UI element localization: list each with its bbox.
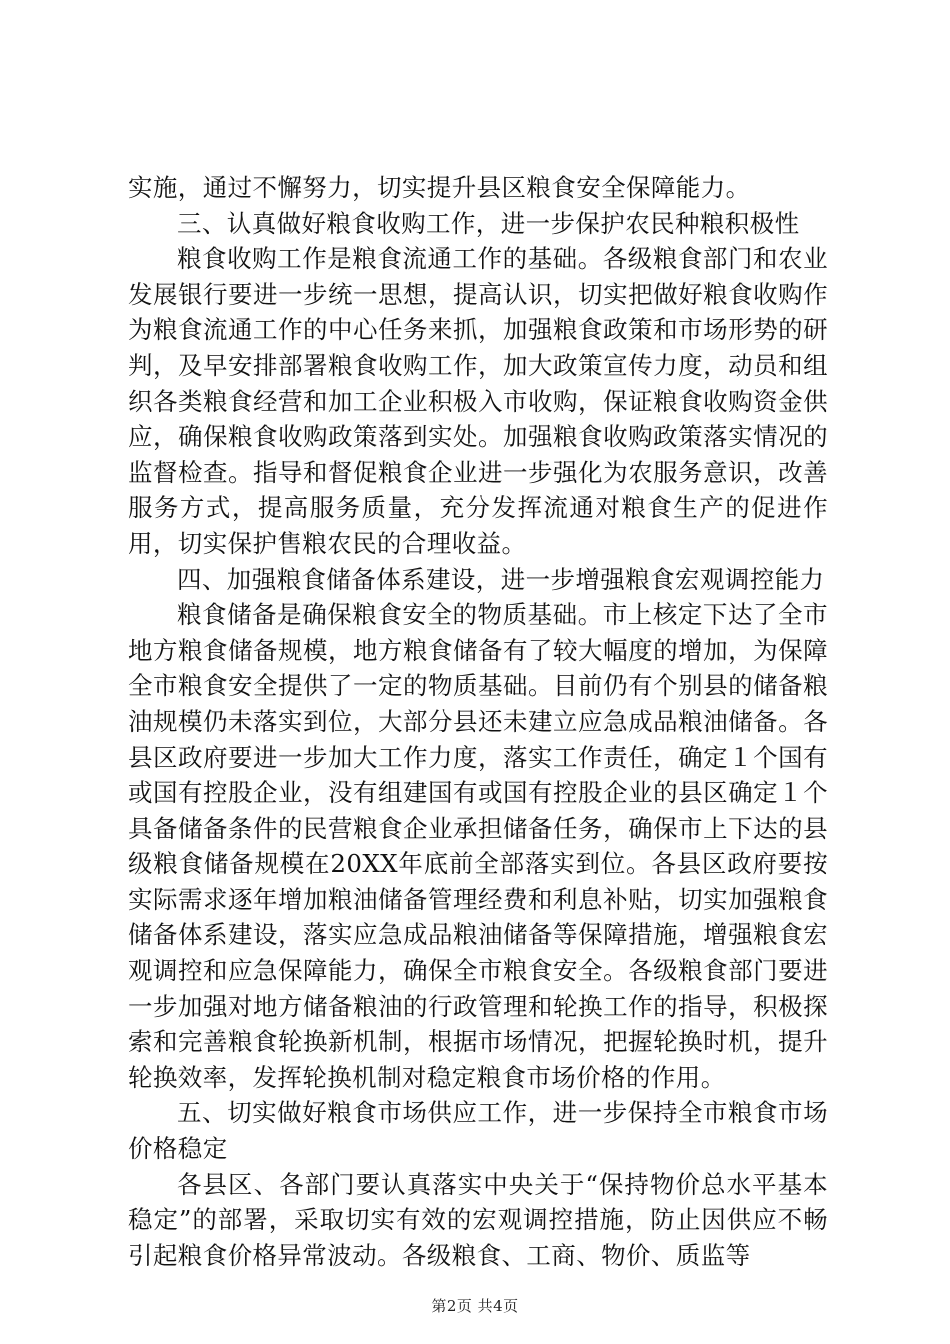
paragraph-continuation: 实施，通过不懈努力，切实提升县区粮食安全保障能力。 — [128, 173, 751, 202]
paragraph-grain-purchase: 粮食收购工作是粮食流通工作的基础。各级粮食部门和农业发展银行要进一步统一思想，提高认识，切实把做好粮食收购作为粮食流通工作的中心任务来抓，加强粮食政策和市场形势的研判，及早安排部署粮食收购工作，加大政策宣传力度，动员和组织各类粮食经营和加工企业积极入市收购，保证粮食收购资金供应，确保粮食收购政策落到实处。加强粮食收购政策落实情况的监督检查。指导和督促粮食企业进一步强化为农服务意识，改善服务方式，提高服务质量，充分发挥流通对粮食生产的促进作用，切实保护售粮农民的合理收益。 — [128, 244, 828, 558]
section-heading-3: 三、认真做好粮食收购工作，进一步保护农民种粮积极性 — [177, 208, 800, 238]
document-body — [128, 170, 828, 1273]
paragraph-market-supply: 各县区、各部门要认真落实中央关于“保持物价总水平基本稳定”的部署，采取切实有效的宏观调控措施，防止因供应不畅引起粮食价格异常波动。各级粮食、工商、物价、质监等 — [128, 1169, 828, 1270]
section-heading-5: 五、切实做好粮食市场供应工作，进一步保持全市粮食市场价格稳定 — [128, 1098, 828, 1164]
paragraph-grain-reserve: 粮食储备是确保粮食安全的物质基础。市上核定下达了全市地方粮食储备规模，地方粮食储备有了较大幅度的增加，为保障全市粮食安全提供了一定的物质基础。目前仍有个别县的储备粮油规模仍未落实到位，大部分县还未建立应急成品粮油储备。各县区政府要进一步加大工作力度，落实工作责任，确定１个国有或国有控股企业，没有组建国有或国有控股企业的县区确定１个具备储备条件的民营粮食企业承担储备任务，确保市上下达的县级粮食储备规模在20XX年底前全部落实到位。各县区政府要按实际需求逐年增加粮油储备管理经费和利息补贴，切实加强粮食储备体系建设，落实应急成品粮油储备等保障措施，增强粮食宏观调控和应急保障能力，确保全市粮食安全。各级粮食部门要进一步加强对地方储备粮油的行政管理和轮换工作的指导，积极探索和完善粮食轮换新机制，根据市场情况，把握轮换时机，提升轮换效率，发挥轮换机制对稳定粮食市场价格的作用。 — [128, 600, 828, 1092]
section-heading-4: 四、加强粮食储备体系建设，进一步增强粮食宏观调控能力 — [177, 564, 825, 594]
page-number-footer: 第2页 共4页 — [431, 1297, 519, 1315]
